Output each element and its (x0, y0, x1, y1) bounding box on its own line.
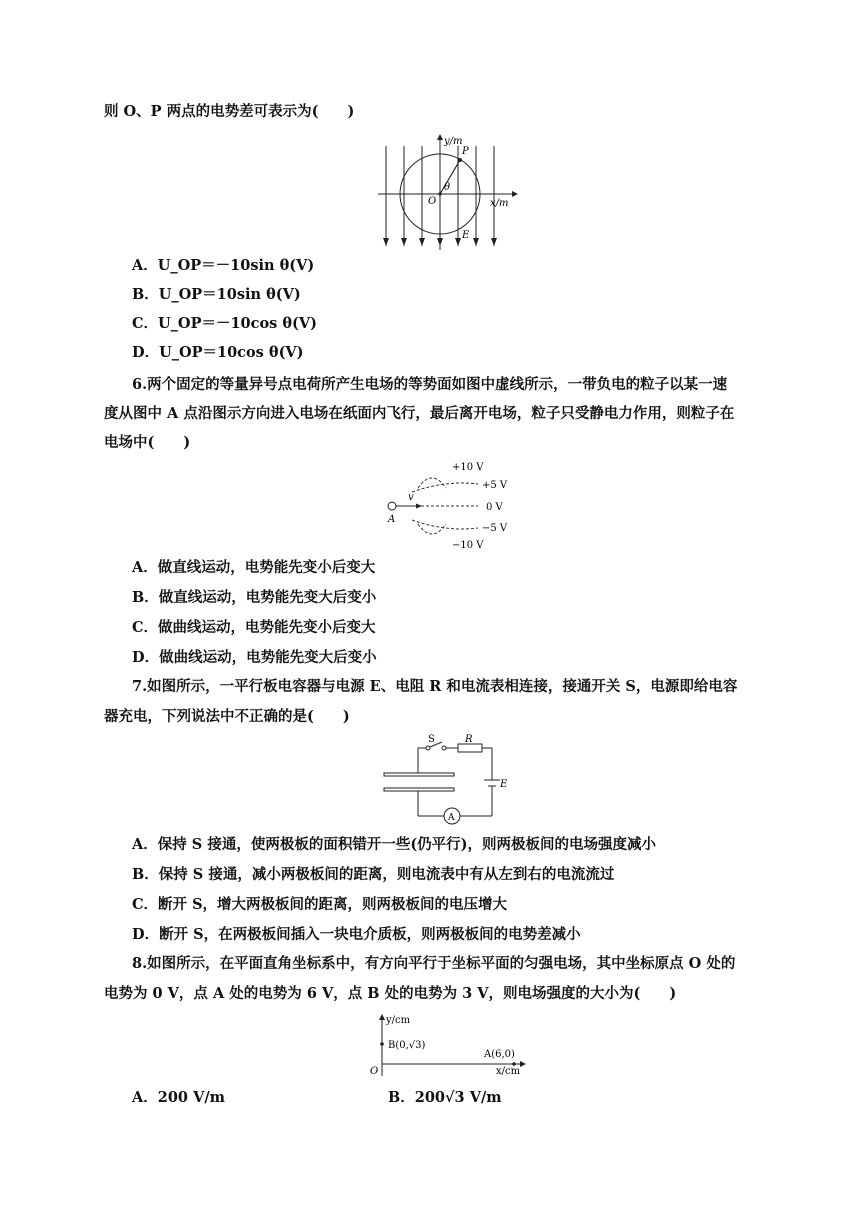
q6-label-zero: 0 V (486, 502, 503, 513)
q6-stem-line2: 度从图中 A 点沿图示方向进入电场在纸面内飞行，最后离开电场，粒子只受静电力作用，则粒子在 (104, 405, 735, 422)
q6-option-c: C．做曲线运动，电势能先变小后变大 (132, 619, 376, 636)
q8-option-b: B．200√3 V/m (388, 1089, 502, 1106)
q5-figure (378, 134, 518, 250)
q7-figure (380, 734, 520, 826)
q8-figure (364, 1010, 530, 1078)
q6-label-minus10: −10 V (452, 540, 484, 551)
q6-stem-line1: 6.两个固定的等量异号点电荷所产生电场的等势面如图中虚线所示，一带负电的粒子以某一速 (132, 376, 728, 393)
q7-e-label: E (500, 779, 508, 790)
q5-x-label: x/m (490, 198, 509, 209)
q7-stem-line2: 器充电，下列说法中不正确的是( ) (104, 708, 350, 725)
q6-option-a: A．做直线运动，电势能先变小后变大 (132, 559, 376, 576)
q6-label-plus10: +10 V (452, 462, 484, 473)
q8-option-a: A．200 V/m (132, 1089, 225, 1106)
q5-stem: 则 O、P 两点的电势差可表示为( ) (104, 103, 355, 120)
q8-a-label: A(6,0) (484, 1049, 515, 1060)
q7-stem-line1: 7.如图所示，一平行板电容器与电源 E、电阻 R 和电流表相连接，接通开关 S，电源即给电容 (132, 678, 738, 695)
q8-b-label: B(0,√3) (388, 1040, 426, 1051)
q5-e-label: E (462, 230, 470, 241)
q6-v-label: v (408, 492, 414, 503)
q5-option-a: A．U_OP＝－10sin θ(V) (132, 257, 315, 274)
q8-x-label: x/cm (496, 1066, 521, 1077)
q6-figure (382, 458, 510, 552)
q7-ammeter-label: A (448, 813, 455, 823)
q6-label-minus5: −5 V (482, 523, 508, 534)
q6-option-d: D．做曲线运动，电势能先变大后变小 (132, 649, 377, 666)
q5-o-label: O (428, 196, 437, 207)
q6-option-b: B．做直线运动，电势能先变大后变小 (132, 589, 377, 606)
q6-stem-line3: 电场中( ) (104, 434, 191, 451)
q8-y-label: y/cm (386, 1015, 411, 1026)
q5-option-d: D．U_OP＝10cos θ(V) (132, 344, 304, 361)
q6-label-plus5: +5 V (482, 480, 508, 491)
q5-p-label: P (462, 146, 469, 157)
q5-y-label: y/m (444, 136, 463, 147)
q7-option-a: A．保持 S 接通，使两极板的面积错开一些(仍平行)，则两极板间的电场强度减小 (132, 836, 657, 853)
q5-option-c: C．U_OP＝－10cos θ(V) (132, 315, 318, 332)
q6-a-label: A (388, 514, 396, 525)
q8-o-label: O (370, 1066, 379, 1077)
q7-option-c: C．断开 S，增大两极板间的距离，则两极板间的电压增大 (132, 896, 508, 913)
q7-s-label: S (428, 734, 435, 745)
q8-stem-line1: 8.如图所示，在平面直角坐标系中，有方向平行于坐标平面的匀强电场，其中坐标原点 O 处的 (132, 955, 736, 972)
q7-option-b: B．保持 S 接通，减小两极板间的距离，则电流表中有从左到右的电流流过 (132, 866, 615, 883)
q7-option-d: D．断开 S，在两极板间插入一块电介质板，则两极板间的电势差减小 (132, 926, 581, 943)
q5-theta-label: θ (444, 182, 451, 193)
q8-stem-line2: 电势为 0 V，点 A 处的电势为 6 V，点 B 处的电势为 3 V，则电场强度的大小为( ) (104, 985, 677, 1002)
q7-r-label: R (465, 734, 473, 745)
q5-option-b: B．U_OP＝10sin θ(V) (132, 286, 301, 303)
